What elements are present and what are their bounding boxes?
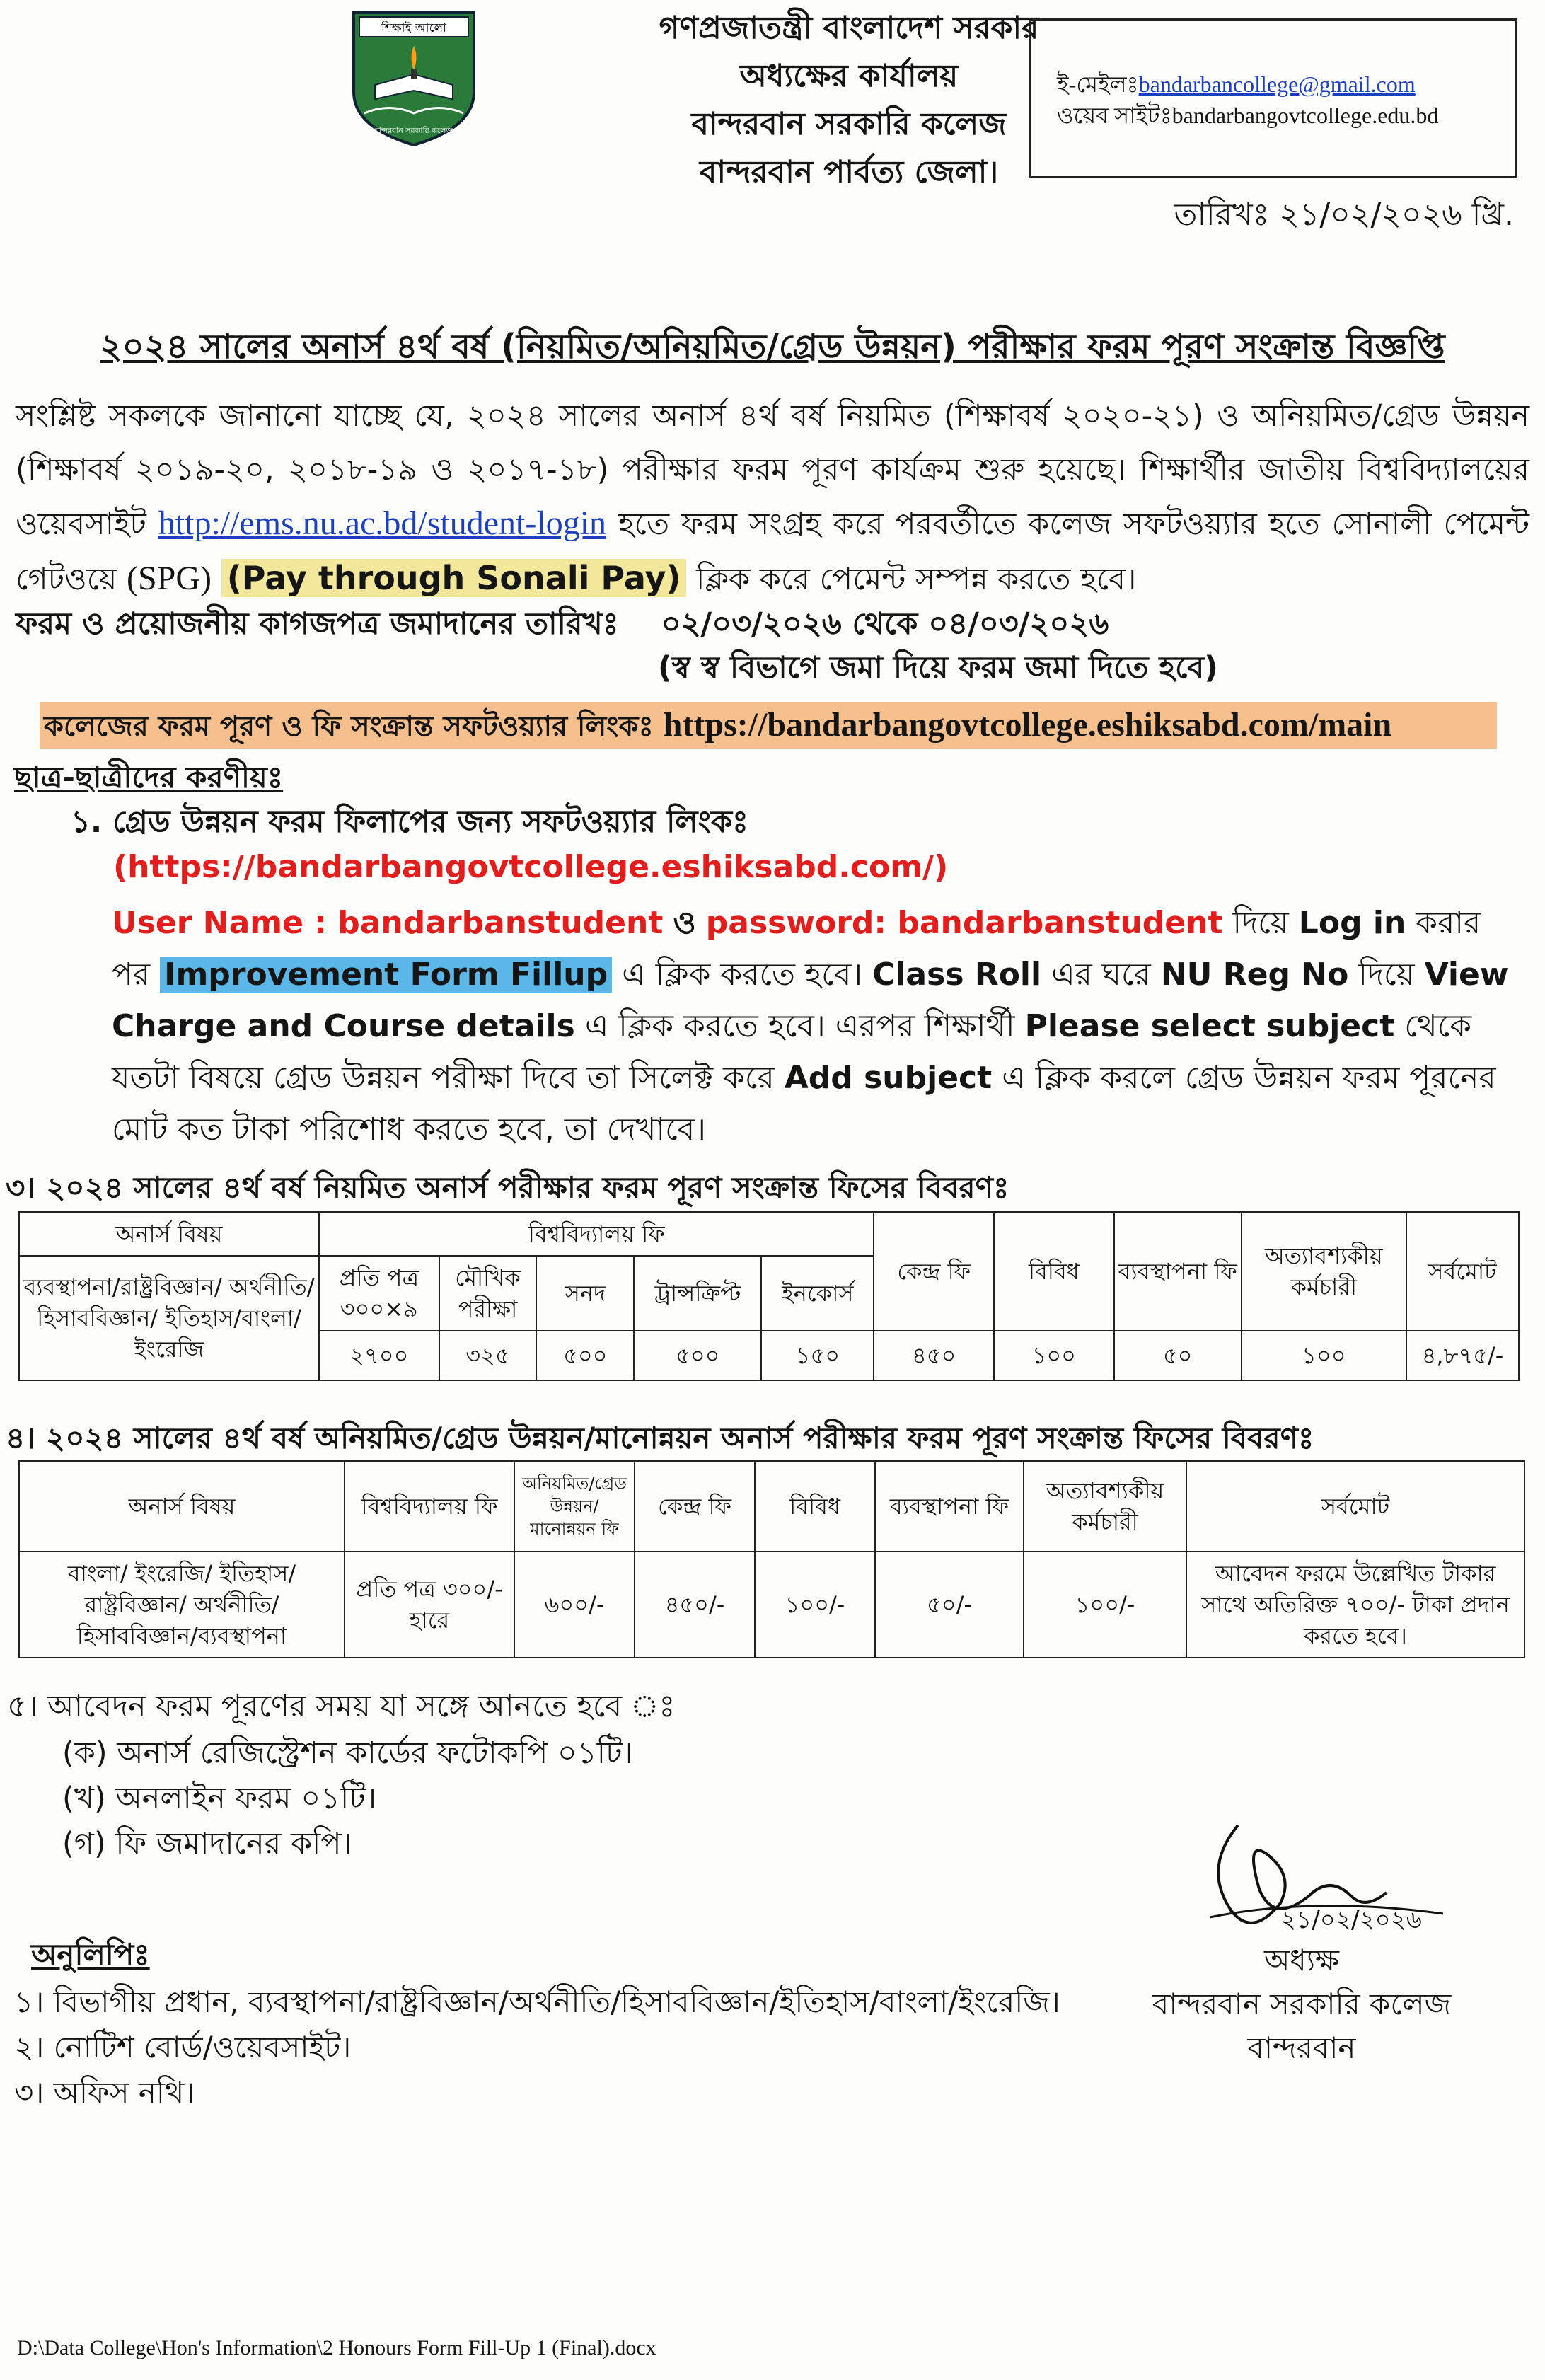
text-t8: এ ক্লিক করলে গ্রেড উন্নয়ন ফরম পূরনের মোট কত টাকা পরিশোধ করতে হবে, তা দেখাবে। xyxy=(112,1060,1496,1148)
signature-date: ২১/০২/২০২৬ xyxy=(1280,1906,1422,1934)
text-t4: এর ঘরে xyxy=(1051,957,1151,993)
section5-item: (গ) ফি জমাদানের কপি। xyxy=(62,1826,352,1861)
header-line-3: বান্দরবান সরকারি কলেজ xyxy=(691,106,1007,142)
submission-note: (স্ব স্ব বিভাগে জমা দিয়ে ফরম জমা দিতে হবে) xyxy=(658,650,1218,686)
text-t1: দিয়ে xyxy=(1232,905,1289,941)
copy-item: ১। বিভাগীয় প্রধান, ব্যবস্থাপনা/রাষ্ট্রবিজ্ঞান/অর্থনীতি/হিসাববিজ্ঞান/ইতিহাস/বাংলা/ইংরেজি। xyxy=(14,1985,1060,2019)
signer-place: বান্দরবান xyxy=(1247,2030,1356,2065)
website-label: ওয়েব সাইটঃ xyxy=(1057,103,1172,128)
t2-v-misc: ১০০/- xyxy=(755,1552,875,1658)
logo-motto: শিক্ষাই আলো xyxy=(381,21,447,35)
submission-label: ফরম ও প্রয়োজনীয় কাগজপত্র জমাদানের তারিখঃ xyxy=(16,606,619,642)
step1-instructions xyxy=(112,897,1520,1155)
section5-item: (ক) অনার্স রেজিস্ট্রেশন কার্ডের ফটোকপি ০১টি। xyxy=(62,1735,633,1771)
t2-v-staff: ১০০/- xyxy=(1024,1552,1186,1658)
t1-v-paper: ২৭০০ xyxy=(319,1331,439,1380)
text-t2: করার পর xyxy=(112,905,1481,993)
t1-v-center: ৪৫০ xyxy=(874,1331,994,1380)
t1-v-management: ৫০ xyxy=(1114,1331,1242,1380)
section5-list xyxy=(62,1731,633,1866)
email-label: ই-মেইলঃ xyxy=(1057,71,1139,97)
pay-through-sonali-highlight: (Pay through Sonali Pay) xyxy=(221,559,687,597)
table2-title: ৪। ২০২৪ সালের ৪র্থ বর্ষ অনিয়মিত/গ্রেড উন্নয়ন/মানোন্নয়ন অনার্স পরীক্ষার ফরম পূরণ সংক্রান্ত ফিসের বিবরণঃ xyxy=(6,1421,1314,1455)
t1-v-transcript: ৫০০ xyxy=(634,1331,761,1380)
t1-h-total: সর্বমোট xyxy=(1406,1212,1519,1331)
website-text: bandarbangovtcollege.edu.bd xyxy=(1171,103,1439,128)
t1-subjects: ব্যবস্থাপনা/রাষ্ট্রবিজ্ঞান/ অর্থনীতি/হিসাববিজ্ঞান/ ইতিহাস/বাংলা/ ইংরেজি xyxy=(19,1256,319,1380)
software-link-bar xyxy=(40,702,1497,749)
improvement-form-highlight: Improvement Form Fillup xyxy=(160,957,612,993)
t2-v-center: ৪৫০/- xyxy=(635,1552,755,1658)
t1-v-viva: ৩২৫ xyxy=(439,1331,537,1380)
t2-h-total: সর্বমোট xyxy=(1186,1461,1524,1552)
regular-fee-table xyxy=(18,1211,1520,1381)
t2-h-university: বিশ্ববিদ্যালয় ফি xyxy=(345,1461,514,1552)
class-roll-text: Class Roll xyxy=(872,957,1042,993)
text-t7: থেকে যতটা বিষয়ে গ্রেড উন্নয়ন পরীক্ষা দিবে তা সিলেক্ট করে xyxy=(112,1008,1472,1096)
t1-v-total: ৪,৮৭৫/- xyxy=(1406,1331,1519,1380)
section5-heading: ৫। আবেদন ফরম পূরণের সময় যা সঙ্গে আনতে হবে ঃ xyxy=(7,1689,676,1724)
header-line-2: অধ্যক্ষের কার্যালয় xyxy=(739,58,959,94)
t1-h-misc: বিবিধ xyxy=(994,1212,1114,1331)
t1-s-incourse: ইনকোর্স xyxy=(761,1256,874,1331)
t2-subjects: বাংলা/ ইংরেজি/ ইতিহাস/ রাষ্ট্রবিজ্ঞান/ অর্থনীতি/ হিসাববিজ্ঞান/ব্যবস্থাপনা xyxy=(19,1552,345,1658)
copies-heading: অনুলিপিঃ xyxy=(31,1937,150,1972)
contact-box xyxy=(1029,18,1517,178)
text-t6: এ ক্লিক করতে হবে। এরপর শিক্ষার্থী xyxy=(584,1008,1015,1044)
t2-h-irregular: অনিয়মিত/গ্রেড উন্নয়ন/মানোন্নয়ন ফি xyxy=(514,1461,635,1552)
t2-h-staff: অত্যাবশ্যকীয় কর্মচারী xyxy=(1024,1461,1186,1552)
software-label: কলেজের ফরম পূরণ ও ফি সংক্রান্ত সফটওয়্যার লিংকঃ xyxy=(44,710,654,743)
header-line-4: বান্দরবান পার্বত্য জেলা। xyxy=(699,154,999,190)
t1-h-university: বিশ্ববিদ্যালয় ফি xyxy=(319,1212,874,1256)
irregular-fee-table xyxy=(18,1460,1525,1658)
header-line-1: গণপ্রজাতন্ত্রী বাংলাদেশ সরকার xyxy=(659,10,1039,46)
copy-item: ৩। অফিস নথি। xyxy=(14,2075,195,2110)
t1-h-center: কেন্দ্র ফি xyxy=(874,1212,994,1331)
spg-text: (SPG) xyxy=(127,560,212,597)
view-charge-text: View Charge and Course details xyxy=(112,957,1509,1044)
intro-text-2: হতে ফরম সংগ্রহ করে পরবর্তীতে কলেজ সফটওয়্যার হতে সোনালী পেমেন্ট গেটওয়ে xyxy=(16,507,1530,597)
copy-item: ২। নোটিশ বোর্ড/ওয়েবসাইট। xyxy=(14,2030,352,2064)
select-subject-text: Please select subject xyxy=(1024,1008,1395,1044)
text-t5: দিয়ে xyxy=(1358,957,1415,993)
duties-heading: ছাত্র-ছাত্রীদের করণীয়ঃ xyxy=(14,760,284,795)
step1-heading: ১. গ্রেড উন্নয়ন ফরম ফিলাপের জন্য সফটওয়্যার লিংকঃ xyxy=(71,804,748,840)
section5-item: (খ) অনলাইন ফরম ০১টি। xyxy=(62,1781,377,1816)
intro-paragraph xyxy=(16,389,1529,606)
submission-range: ০২/০৩/২০২৬ থেকে ০৪/০৩/২০২৬ xyxy=(661,606,1109,642)
intro-text-1: সংশ্লিষ্ট সকলকে জানানো যাচ্ছে যে, ২০২৪ সালের অনার্স ৪র্থ বর্ষ নিয়মিত (শিক্ষাবর্ষ ২০২০-২১) ও অনিয়মিত/গ্রেড উন্নয়ন (শিক্ষাবর্ষ ২০১৯-২০, ২০১৮-১৯ ও ২০১৭-১৮) পরীক্ষার ফরম পূরণ কার্যক্রম শুরু হয়েছে। শিক্ষার্থীর জাতীয় বিশ্ববিদ্যালয়ের ওয়েবসাইট xyxy=(16,398,1529,542)
t2-h-misc: বিবিধ xyxy=(755,1461,875,1552)
principal-signature xyxy=(1188,1804,1457,1946)
t1-v-misc: ১০০ xyxy=(994,1331,1114,1380)
and-text: ও xyxy=(673,905,696,941)
add-subject-text: Add subject xyxy=(784,1060,993,1096)
college-logo xyxy=(347,7,481,149)
notice-date: তারিখঃ ২১/০২/২০২৬ খ্রি. xyxy=(1174,197,1514,233)
signer-block xyxy=(1104,1939,1500,2070)
text-t3: এ ক্লিক করতে হবে। xyxy=(622,957,863,993)
username-text: User Name : bandarbanstudent xyxy=(112,905,664,941)
t1-s-viva: মৌখিক পরীক্ষা xyxy=(439,1256,537,1331)
t1-h-management: ব্যবস্থাপনা ফি xyxy=(1114,1212,1242,1331)
file-path-footer: D:\Data College\Hon's Information\2 Honours Form Fill-Up 1 (Final).docx xyxy=(17,2336,656,2359)
t2-v-total: আবেদন ফরমে উল্লেখিত টাকার সাথে অতিরিক্ত ৭০০/- টাকা প্রদান করতে হবে। xyxy=(1186,1552,1524,1658)
nu-reg-text: NU Reg No xyxy=(1160,957,1349,993)
signer-title: অধ্যক্ষ xyxy=(1263,1943,1340,1977)
t1-s-paper: প্রতি পত্র ৩০০×৯ xyxy=(319,1256,439,1331)
t2-v-university: প্রতি পত্র ৩০০/- হারে xyxy=(345,1552,514,1658)
t1-h-staff: অত্যাবশ্যকীয় কর্মচারী xyxy=(1242,1212,1406,1331)
t1-s-cert: সনদ xyxy=(536,1256,634,1331)
login-text: Log in xyxy=(1298,905,1406,941)
software-url[interactable]: https://bandarbangovtcollege.eshiksabd.com/main xyxy=(663,706,1392,744)
t1-v-incourse: ১৫০ xyxy=(761,1331,874,1380)
t1-v-cert: ৫০০ xyxy=(536,1331,634,1380)
t1-v-staff: ১০০ xyxy=(1242,1331,1406,1380)
submission-dates xyxy=(16,601,1529,652)
t2-h-management: ব্যবস্থাপনা ফি xyxy=(875,1461,1024,1552)
signer-college: বান্দরবান সরকারি কলেজ xyxy=(1152,1987,1452,2021)
t1-s-transcript: ট্রান্সক্রিপ্ট xyxy=(634,1256,761,1331)
improvement-url[interactable]: (https://bandarbangovtcollege.eshiksabd.com/) xyxy=(113,849,949,885)
t1-h-subject: অনার্স বিষয় xyxy=(19,1212,319,1256)
t2-v-irregular: ৬০০/- xyxy=(514,1552,635,1658)
email-link[interactable]: bandarbancollege@gmail.com xyxy=(1138,71,1416,97)
t2-h-subject: অনার্স বিষয় xyxy=(19,1461,345,1552)
table1-title: ৩। ২০২৪ সালের ৪র্থ বর্ষ নিয়মিত অনার্স পরীক্ষার ফরম পূরণ সংক্রান্ত ফিসের বিবরণঃ xyxy=(6,1170,1009,1205)
intro-text-3: ক্লিক করে পেমেন্ট সম্পন্ন করতে হবে। xyxy=(696,562,1137,597)
copies-list xyxy=(14,1980,1060,2115)
password-text: password: bandarbanstudent xyxy=(705,905,1223,941)
t2-v-management: ৫০/- xyxy=(875,1552,1024,1658)
nu-student-login-link[interactable]: http://ems.nu.ac.bd/student-login xyxy=(158,504,607,542)
logo-caption: বান্দরবান সরকারি কলেজ xyxy=(374,126,453,135)
t2-h-center: কেন্দ্র ফি xyxy=(635,1461,755,1552)
notice-title: ২০২৪ সালের অনার্স ৪র্থ বর্ষ (নিয়মিত/অনিয়মিত/গ্রেড উন্নয়ন) পরীক্ষার ফরম পূরণ সংক্রান্ত বিজ্ঞপ্তি xyxy=(100,327,1445,366)
